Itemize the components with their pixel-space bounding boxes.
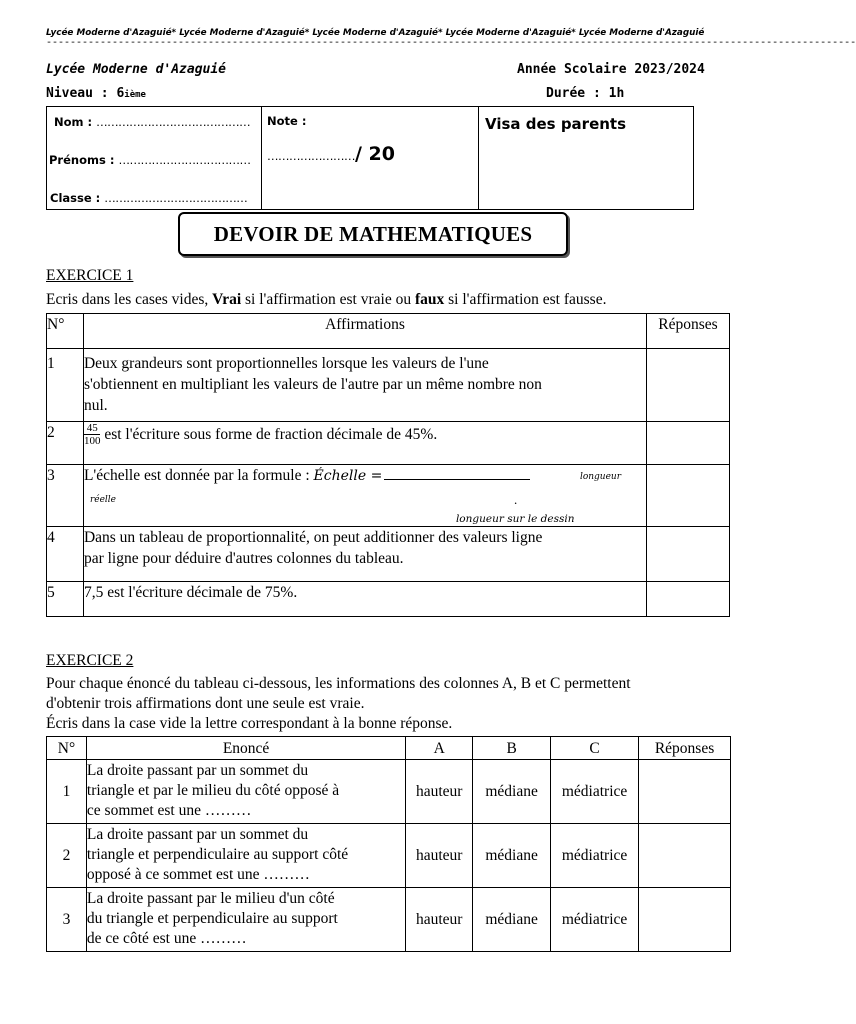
formula-dot: .: [513, 492, 518, 507]
table-row: [47, 349, 730, 422]
ex2-instructions-line1: Pour chaque énoncé du tableau ci-dessous, les informations des colonnes A, B et C permettent: [46, 675, 631, 692]
note-field[interactable]: ……………………/ 20: [267, 143, 395, 165]
enonce-text: La droite passant par un sommet du triangle et perpendiculaire au support côté opposé à ce sommet est une ………: [86, 824, 405, 888]
option-c: médiatrice: [551, 824, 639, 888]
fraction-45-100: $\frac{45}{100}$: [83, 422, 101, 447]
ex2-table: [46, 736, 731, 952]
school-year: Année Scolaire 2023/2024: [517, 62, 705, 77]
option-c: médiatrice: [551, 888, 639, 952]
enonce-text: La droite passant par un sommet du triangle et par le milieu du côté opposé à ce sommet est une ………: [86, 760, 405, 824]
table-row: [47, 824, 731, 888]
table-row: [47, 527, 730, 582]
enonce-text: La droite passant par le milieu d'un côté du triangle et perpendiculaire au support de ce côté est une ………: [86, 888, 405, 952]
option-a: hauteur: [406, 888, 473, 952]
formula-denominator: longueur sur le dessin: [455, 513, 575, 525]
affirmation-text: $\frac{45}{100}$ est l'écriture sous forme de fraction décimale de 45%.: [83, 422, 646, 465]
row-number: 1: [47, 349, 84, 422]
answer-cell[interactable]: [647, 582, 730, 617]
option-c: médiatrice: [551, 760, 639, 824]
affirmation-text: Dans un tableau de proportionnalité, on peut additionner des valeurs ligne par ligne pour déduire d'autres colonnes du tableau.: [83, 527, 646, 582]
col-header-reponses: Réponses: [647, 314, 730, 349]
col-header-enonce: Enoncé: [86, 737, 405, 760]
table-row: [47, 465, 730, 527]
ex1-header-row: [47, 314, 730, 349]
row-number: 1: [47, 760, 87, 824]
ex1-instructions: Ecris dans les cases vides, Vrai si l'affirmation est vraie ou faux si l'affirmation est fausse.: [46, 291, 607, 308]
school-banner: Lycée Moderne d'Azaguié* Lycée Moderne d'Azaguié* Lycée Moderne d'Azaguié* Lycée Moderne d'Azaguié* Lycée Moderne d'Azaguié: [46, 28, 705, 38]
row-number: 5: [47, 582, 84, 617]
col-header-b: B: [473, 737, 551, 760]
col-header-affirmations: Affirmations: [83, 314, 646, 349]
col-header-no: N°: [47, 314, 84, 349]
answer-cell[interactable]: [639, 824, 731, 888]
option-a: hauteur: [406, 824, 473, 888]
answer-cell[interactable]: [647, 527, 730, 582]
ex2-instructions-line3: Écris dans la case vide la lettre correspondant à la bonne réponse.: [46, 715, 453, 732]
exam-title: DEVOIR DE MATHEMATIQUES: [213, 221, 533, 246]
row-number: 3: [47, 465, 84, 527]
col-header-no: N°: [47, 737, 87, 760]
formula-numerator: longueur: [579, 472, 622, 482]
student-info-box: [46, 106, 694, 210]
ex2-instructions-line2: d'obtenir trois affirmations dont une seule est vraie.: [46, 695, 365, 712]
prenoms-field[interactable]: Prénoms : ………………………………: [49, 153, 251, 167]
col-header-c: C: [551, 737, 639, 760]
table-row: [47, 760, 731, 824]
ex1-heading: EXERCICE 1: [46, 267, 134, 284]
answer-cell[interactable]: [639, 760, 731, 824]
answer-cell[interactable]: [647, 349, 730, 422]
option-b: médiane: [473, 888, 551, 952]
answer-cell[interactable]: [639, 888, 731, 952]
note-label: Note :: [267, 114, 307, 128]
answer-cell[interactable]: [647, 465, 730, 527]
parents-visa-label: Visa des parents: [485, 115, 627, 133]
option-b: médiane: [473, 760, 551, 824]
answer-cell[interactable]: [647, 422, 730, 465]
row-number: 2: [47, 422, 84, 465]
affirmation-text: Deux grandeurs sont proportionnelles lorsque les valeurs de l'une s'obtiennent en multipliant les valeurs de l'autre par un même nombre non nul.: [83, 349, 646, 422]
level: Niveau : 6ième: [46, 86, 146, 101]
formula-numerator-cont: réelle: [89, 495, 116, 505]
row-number: 2: [47, 824, 87, 888]
table-row: [47, 582, 730, 617]
nom-field[interactable]: Nom : ……………………………………: [54, 115, 251, 129]
dashed-separator: ---------------------------------------------------------------------------------------------------------------------------------------: [46, 38, 856, 49]
classe-field[interactable]: Classe : …………………………………: [50, 191, 248, 205]
table-row: [47, 422, 730, 465]
affirmation-text: 7,5 est l'écriture décimale de 75%.: [83, 582, 646, 617]
table-row: [47, 888, 731, 952]
ex1-table: [46, 313, 730, 617]
duration: Durée : 1h: [546, 86, 625, 101]
col-header-a: A: [406, 737, 473, 760]
ex2-header-row: [47, 737, 731, 760]
ex2-heading: EXERCICE 2: [46, 652, 134, 669]
row-number: 4: [47, 527, 84, 582]
option-a: hauteur: [406, 760, 473, 824]
affirmation-text: L'échelle est donnée par la formule : Échelle = longueur réelle . longueur sur le dessin: [83, 465, 646, 527]
row-number: 3: [47, 888, 87, 952]
option-b: médiane: [473, 824, 551, 888]
col-header-reponses: Réponses: [639, 737, 731, 760]
school-name: Lycée Moderne d'Azaguié: [46, 62, 227, 77]
exam-title-box: [178, 212, 568, 256]
